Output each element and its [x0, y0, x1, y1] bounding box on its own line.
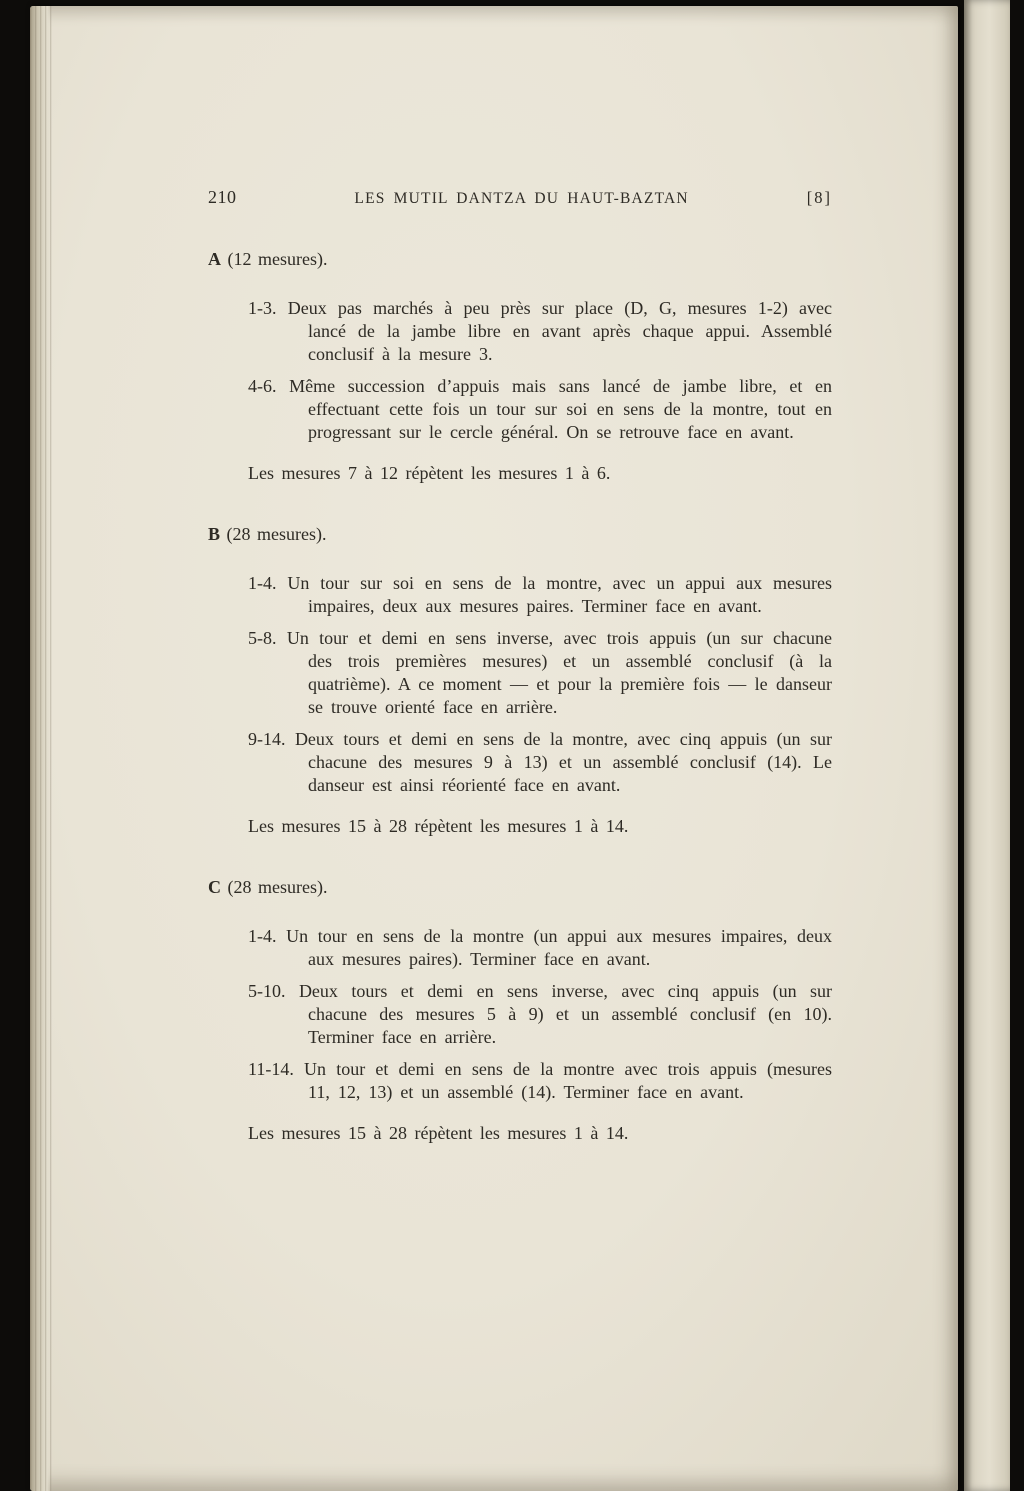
item-text: Un tour en sens de la montre (un appui aux mesures impaires, deux aux mesures paires). Terminer face en avant.	[286, 926, 832, 969]
section-a-closing-note: Les mesures 7 à 12 répètent les mesures 1 à 6.	[248, 463, 611, 483]
item-label: 11-14.	[248, 1059, 294, 1079]
header-bracket-number: [8]	[806, 188, 832, 207]
page-header	[208, 186, 832, 210]
section-b-item-2	[208, 627, 832, 719]
section-c-item-1	[208, 925, 832, 971]
page-number: 210	[208, 187, 237, 207]
item-label: 1-3.	[248, 298, 277, 318]
item-text: Deux tours et demi en sens inverse, avec cinq appuis (un sur chacune des mesures 5 à 9) et un assemblé conclusif (en 10). Terminer face en arrière.	[298, 981, 833, 1047]
item-text: Même succession d’appuis mais sans lancé de jambe libre, et en effectuant cette fois un tour sur soi en sens de la montre, tout en progressant sur le cercle général. On se retrouve face en avant.	[289, 376, 833, 442]
page-content	[208, 186, 832, 1145]
section-b-title: (28 mesures).	[226, 524, 327, 544]
section-b-item-3	[208, 728, 832, 797]
page-stack-edge	[30, 6, 52, 1491]
section-c	[208, 876, 832, 1145]
item-label: 4-6.	[248, 376, 277, 396]
section-b-letter: B	[208, 524, 221, 544]
section-c-closing-note: Les mesures 15 à 28 répètent les mesures 1 à 14.	[248, 1123, 629, 1143]
section-a-item-1	[208, 297, 832, 366]
section-b-heading	[208, 523, 832, 546]
section-c-item-3	[208, 1058, 832, 1104]
section-a-letter: A	[208, 249, 221, 269]
book-page	[30, 6, 958, 1491]
section-c-item-2	[208, 980, 832, 1049]
item-label: 1-4.	[248, 926, 277, 946]
section-c-title: (28 mesures).	[227, 877, 328, 897]
section-a-title: (12 mesures).	[227, 249, 328, 269]
item-text: Deux pas marchés à peu près sur place (D, G, mesures 1-2) avec lancé de la jambe libre en avant après chaque appui. Assemblé conclusif à la mesure 3.	[287, 298, 833, 364]
section-a-heading	[208, 248, 832, 271]
section-b-item-1	[208, 572, 832, 618]
item-text: Deux tours et demi en sens de la montre, avec cinq appuis (un sur chacune des mesures 9 à 13) et un assemblé conclusif (14). Le danseur est ainsi réorienté face en avant.	[294, 729, 832, 795]
section-a-item-2	[208, 375, 832, 444]
facing-page-edge	[964, 0, 1010, 1491]
running-title: LES MUTIL DANTZA DU HAUT-BAZTAN	[354, 190, 689, 207]
item-label: 5-8.	[248, 628, 277, 648]
section-a	[208, 248, 832, 485]
item-label: 1-4.	[248, 573, 277, 593]
item-label: 9-14.	[248, 729, 286, 749]
section-c-letter: C	[208, 877, 221, 897]
item-label: 5-10.	[248, 981, 286, 1001]
section-b	[208, 523, 832, 838]
section-b-closing-note: Les mesures 15 à 28 répètent les mesures 1 à 14.	[248, 816, 629, 836]
item-text: Un tour et demi en sens inverse, avec trois appuis (un sur chacune des trois premières mesures) et un assemblé conclusif (à la quatrième). A ce moment — et pour la première fois — le danseur se trouve orienté face en arrière.	[286, 628, 833, 717]
item-text: Un tour sur soi en sens de la montre, avec un appui aux mesures impaires, deux aux mesures paires. Terminer face en avant.	[287, 573, 833, 616]
section-c-heading	[208, 876, 832, 899]
item-text: Un tour et demi en sens de la montre avec trois appuis (mesures 11, 12, 13) et un assemblé (14). Terminer face en avant.	[304, 1059, 833, 1102]
